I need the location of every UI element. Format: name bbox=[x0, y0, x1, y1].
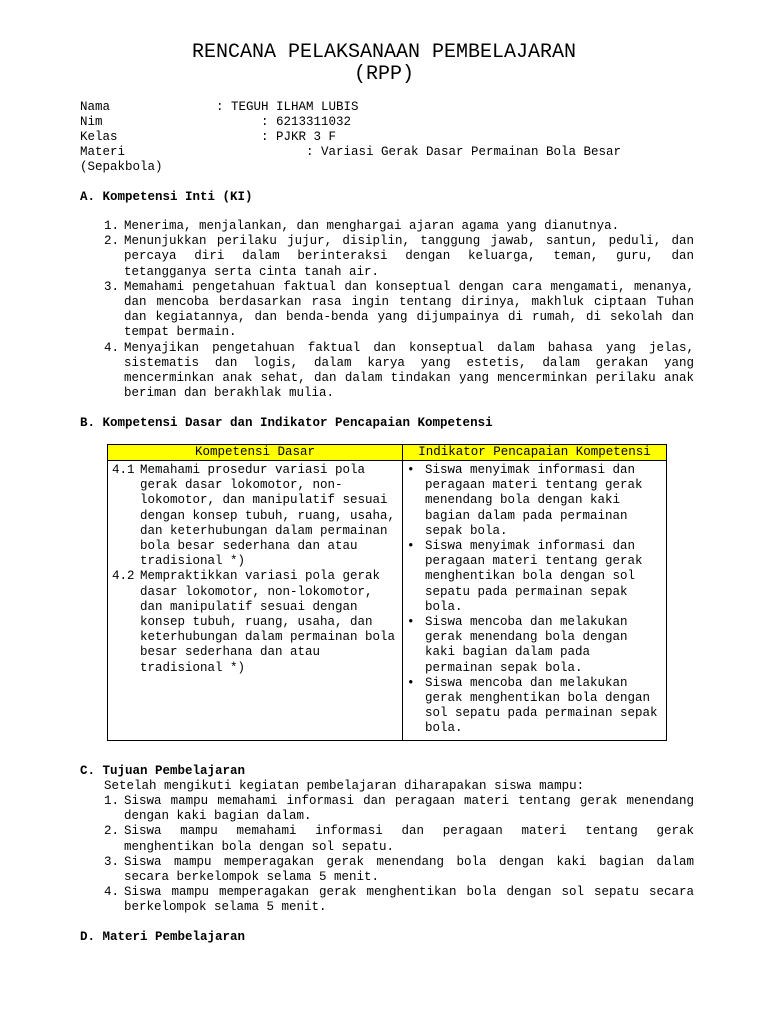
tujuan-list bbox=[104, 794, 694, 916]
nama-value: : TEGUH ILHAM LUBIS bbox=[216, 100, 359, 114]
section-d-heading: D. Materi Pembelajaran bbox=[80, 930, 246, 944]
indikator-cell bbox=[403, 461, 667, 741]
bullet-icon: • bbox=[407, 463, 415, 477]
list-item: 1. Menerima, menjalankan, dan menghargai ajaran agama yang dianutnya. bbox=[104, 219, 620, 233]
kompetensi-dasar-cell bbox=[108, 461, 403, 741]
materi-value: : Variasi Gerak Dasar Permainan Bola Besar bbox=[306, 145, 622, 159]
bullet-icon: • bbox=[407, 675, 415, 690]
list-item: 2. Menunjukkan perilaku jujur, disiplin, tanggung jawab, santun, peduli, dan percaya diri dalam berinteraksi dengan keluarga, teman, guru, dan tetangganya serta cinta tanah air. bbox=[104, 234, 694, 279]
kompetensi-inti-list bbox=[104, 219, 694, 401]
list-item: • Siswa mencoba dan melakukan gerak menghentikan bola dengan sol sepatu pada permainan sepak bola. bbox=[407, 675, 658, 736]
nim-label: Nim bbox=[80, 115, 103, 129]
list-item: 3. Siswa mampu memperagakan gerak menendang bola dengan kaki bagian dalam secara berkelompok selama 5 menit. bbox=[104, 854, 694, 885]
nim-value: : 6213311032 bbox=[261, 115, 352, 129]
tujuan-intro: Setelah mengikuti kegiatan pembelajaran diharapakan siswa mampu: bbox=[104, 779, 585, 793]
document-subtitle: (RPP) bbox=[353, 63, 414, 86]
list-item: 4. Menyajikan pengetahuan faktual dan konseptual dalam bahasa yang jelas, sistematis dan logis, dalam karya yang estetis, dalam gerakan yang mencerminkan anak sehat, dan dalam tindakan yang mencerminkan perilaku anak beriman dan berakhlak mulia. bbox=[104, 340, 694, 401]
list-item: • Siswa menyimak informasi dan peragaan materi tentang gerak menghentikan bola dengan sol sepatu pada permainan sepak bola. bbox=[407, 539, 643, 614]
kompetensi-table bbox=[107, 444, 667, 741]
list-item: 4.1 Memahami prosedur variasi pola gerak dasar lokomotor, non-lokomotor, dan manipulatif sesuai dengan konsep tubuh, ruang, usaha, dan keterhubungan dalam permainan bola besar sederhana dan atau tradisional *) bbox=[112, 463, 396, 569]
section-c-heading: C. Tujuan Pembelajaran bbox=[80, 764, 246, 778]
list-item: 4.2 Mempraktikkan variasi pola gerak dasar lokomotor, non-lokomotor, dan manipulatif sesuai dengan konsep tubuh, ruang, usaha, dan keterhubungan dalam permainan bola besar sederhana dan atau tradisional *) bbox=[112, 569, 396, 675]
list-item: • Siswa menyimak informasi dan peragaan materi tentang gerak menendang bola dengan kaki bagian dalam pada permainan sepak bola. bbox=[407, 463, 643, 538]
list-item: 2. Siswa mampu memahami informasi dan peragaan materi tentang gerak menghentikan bola dengan sol sepatu. bbox=[104, 824, 694, 854]
materi-label: Materi bbox=[80, 145, 126, 159]
bullet-icon: • bbox=[407, 615, 415, 630]
bullet-icon: • bbox=[407, 539, 415, 554]
materi-continuation: (Sepakbola) bbox=[80, 160, 163, 174]
nama-label: Nama bbox=[80, 100, 111, 114]
document-title: RENCANA PELAKSANAAN PEMBELAJARAN bbox=[191, 41, 577, 64]
table-header-kompetensi-dasar: Kompetensi Dasar bbox=[108, 445, 403, 461]
list-item: 4. Siswa mampu memperagakan gerak menghentikan bola dengan sol sepatu secara berkelompok selama 5 menit. bbox=[104, 885, 694, 915]
kelas-value: : PJKR 3 F bbox=[261, 130, 337, 144]
kelas-label: Kelas bbox=[80, 130, 118, 144]
section-a-heading: A. Kompetensi Inti (KI) bbox=[80, 190, 253, 204]
list-item: 1. Siswa mampu memahami informasi dan peragaan materi tentang gerak menendang dengan kaki bagian dalam. bbox=[104, 794, 694, 824]
list-item: 3. Memahami pengetahuan faktual dan konseptual dengan cara mengamati, menanya, dan mencoba berdasarkan rasa ingin tentang dirinya, makhluk ciptaan Tuhan dan kegiatannya, dan benda-benda yang dijumpainya di rumah, di sekolah dan tempat bermain. bbox=[104, 279, 694, 340]
section-b-heading: B. Kompetensi Dasar dan Indikator Pencapaian Kompetensi bbox=[80, 416, 493, 430]
table-header-indikator: Indikator Pencapaian Kompetensi bbox=[403, 445, 667, 461]
list-item: • Siswa mencoba dan melakukan gerak menendang bola dengan kaki bagian dalam pada permainan sepak bola. bbox=[407, 615, 628, 675]
